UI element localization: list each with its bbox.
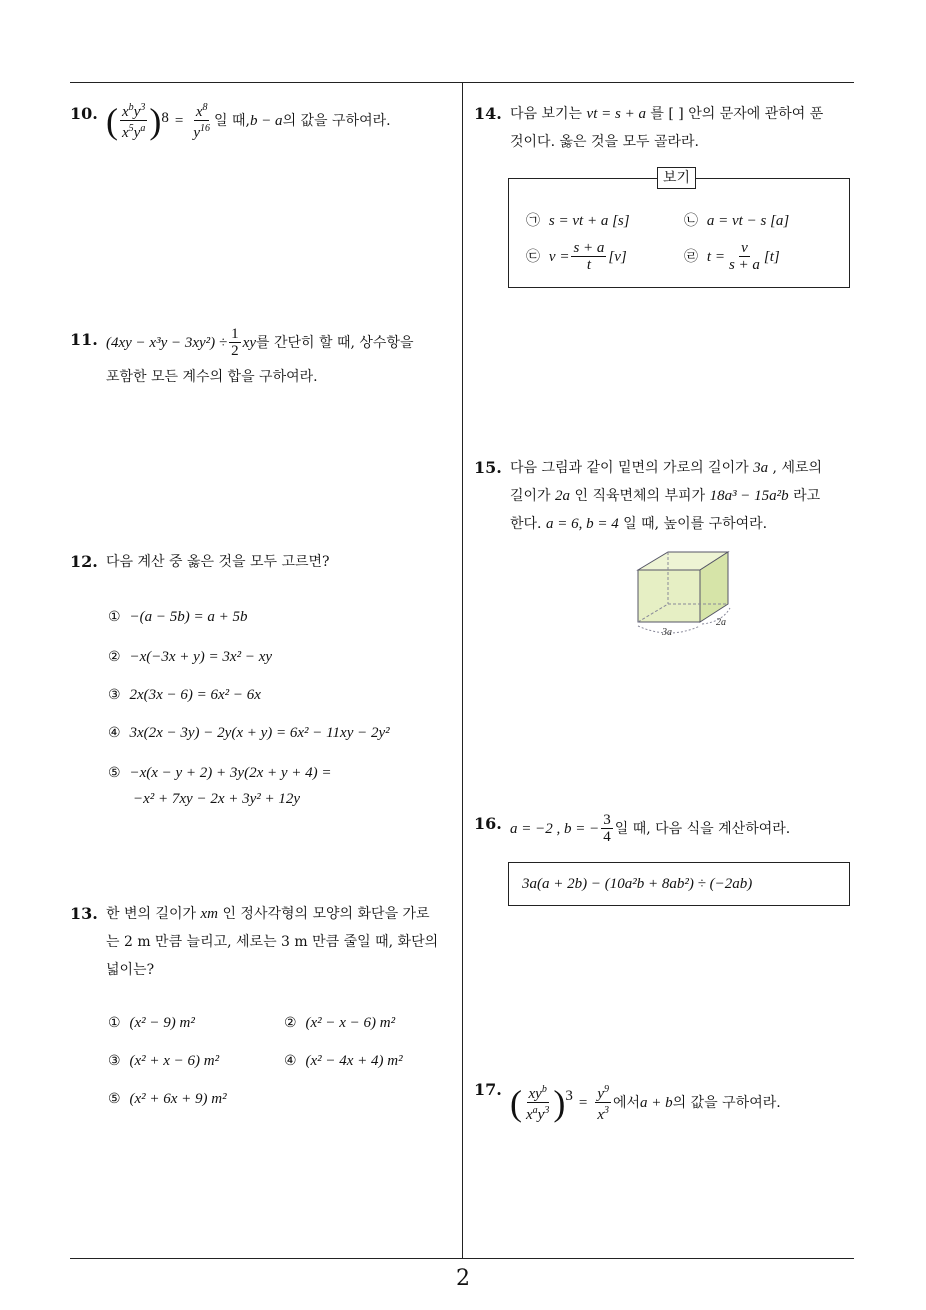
question-15: 15. 다음 그림과 같이 밑면의 가로의 길이가 3a , 세로의 길이가 2a 인 직육면체의 부피가 18a³ − 15a²b 라고 한다. a = 6, b = 4 일 때, 높이를 구하여라. [474,454,864,538]
cuboid-width-label: 3a [662,627,672,638]
boxed-expression: 3a(a + 2b) − (10a²b + 8ab²) ÷ (−2ab) [522,876,753,892]
question-12 [70,548,460,576]
math-expr: b − a [249,112,283,129]
fraction: $\frac{1}{2}$ [231,326,239,359]
question-13: 13. 한 변의 길이가 xm 인 정사각형의 모양의 화단을 가로 는 2 m 만큼 늘리고, 세로는 3 m 만큼 줄일 때, 화단의 넓이는? [70,900,460,984]
question-number: 11. [70,330,98,349]
question-number: 13. [70,904,98,923]
option-4[interactable]: ④ 3x(2x − 3y) − 2y(x + y) = 6x² − 11xy − 2y² [108,725,390,741]
question-text: 일 때, [213,112,250,129]
fraction: $\frac{x^by^3}{x^5y^a}$ [122,102,146,141]
option-1[interactable]: ① −(a − 5b) = a + 5b [108,609,248,625]
question-number: 17. [474,1080,502,1099]
option-2[interactable]: ② (x² − x − 6) m² [284,1015,396,1031]
math-expr: xy [242,334,256,351]
option-5[interactable]: ⑤ −x(x − y + 2) + 3y(2x + y + 4) = −x² + 7xy − 2x + 3y² + 12y [108,765,332,807]
fraction: $\frac{x^8}{y^{16}}$ [193,102,210,141]
question-number: 12. [70,552,98,571]
option-2[interactable]: ② −x(−3x + y) = 3x² − xy [108,649,273,665]
example-box-title: 보기 [657,167,696,189]
question-17: 17. ( $\frac{xy^b}{x^ay^3}$ ) 3 = $\frac{y^9}{x^3}$ 에서 a + b 의 값을 구하여라. [474,1076,864,1123]
example-item-2: ㉡ a = vt − s [a] [684,213,790,229]
question-number: 10. [70,104,98,123]
option-3[interactable]: ③ 2x(3x − 6) = 6x² − 6x [108,687,261,703]
question-text: 의 값을 구하여라. [282,112,391,129]
question-number: 14. [474,104,502,123]
bottom-rule [70,1258,854,1259]
exponent: 8 [161,110,169,126]
cuboid-figure [630,548,742,640]
option-4[interactable]: ④ (x² − 4x + 4) m² [284,1053,403,1069]
question-text: 다음 계산 중 옳은 것을 모두 고르면? [106,554,330,570]
page-number: 2 [456,1266,470,1291]
question-number: 15. [474,458,502,477]
question-16: 16. a = −2 , b = − $\frac{3}{4}$ 일 때, 다음 식을 계산하여라. [474,812,791,845]
question-11 [70,326,460,391]
example-item-1: ㉠ s = vt + a [s] [526,213,630,229]
question-number: 16. [474,814,502,833]
option-3[interactable]: ③ (x² + x − 6) m² [108,1053,220,1069]
question-text: 를 간단히 할 때, 상수항을 [256,334,414,351]
math-expr: (4xy − x³y − 3xy²) ÷ [106,334,228,351]
question-text: 포함한 모든 계수의 합을 구하여라. [106,369,318,385]
option-5[interactable]: ⑤ (x² + 6x + 9) m² [108,1091,227,1107]
option-1[interactable]: ① (x² − 9) m² [108,1015,195,1031]
question-14: 14. 다음 보기는 vt = s + a 를 [ ] 안의 문자에 관하여 푼 것이다. 옳은 것을 모두 골라라. [474,100,864,156]
column-divider [462,82,463,1258]
example-item-4: ㉣ t = $\frac{v}{s + a}$ [t] [684,240,780,273]
question-10: 10. ( $\frac{x^by^3}{x^5y^a}$ ) 8 = $\frac{x^8}{y^{16}}$ 일 때, b − a 의 값을 구하여라. [70,100,391,141]
cuboid-depth-label: 2a [716,617,726,628]
example-item-3: ㉢ v = $\frac{s + a}{t}$ [v] [526,240,627,273]
